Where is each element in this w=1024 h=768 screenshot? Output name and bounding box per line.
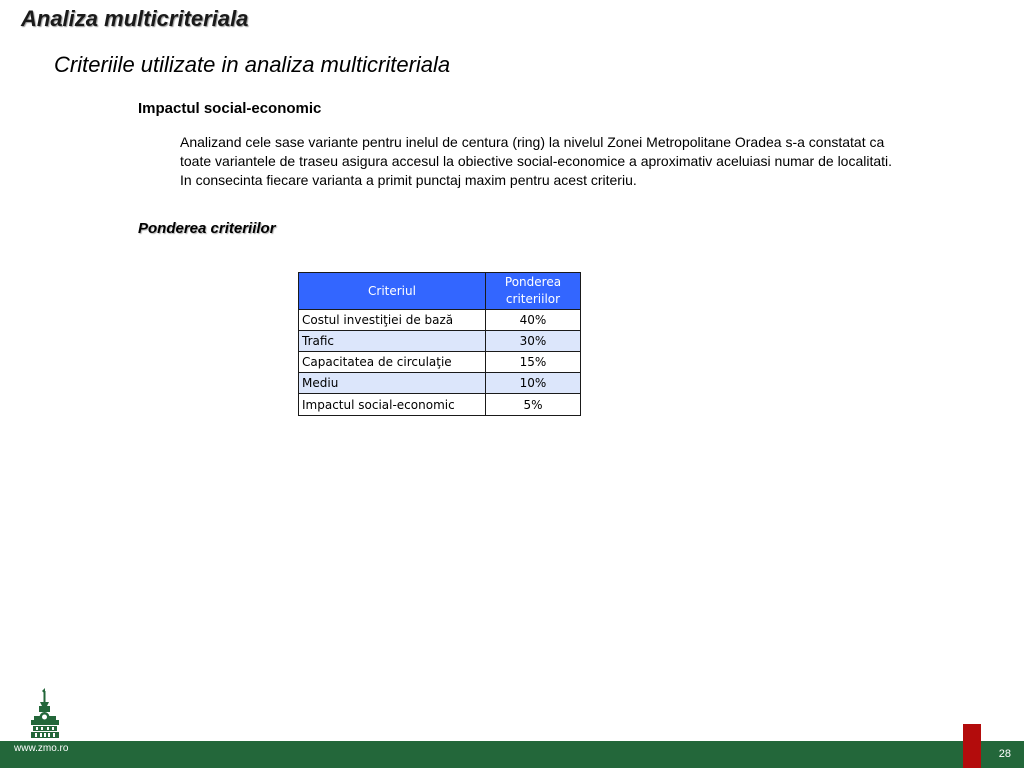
table-row (299, 331, 581, 352)
city-hall-tower-icon (28, 688, 62, 742)
weight-cell: 10% (486, 373, 581, 394)
section-paragraph (180, 133, 980, 190)
footer-bar (0, 741, 1024, 768)
page-number: 28 (998, 748, 1011, 760)
paragraph-line: Analizand cele sase variante pentru inelul de centura (ring) la nivelul Zonei Metropolitane Oradea s-a constatat ca (180, 134, 885, 150)
criterion-cell: Impactul social-economic (299, 394, 486, 416)
weight-cell: 40% (486, 310, 581, 331)
criteria-weights-table (298, 272, 581, 416)
table-row (299, 352, 581, 373)
table-row (299, 310, 581, 331)
paragraph-line: In consecinta fiecare varianta a primit punctaj maxim pentru acest criteriu. (180, 172, 637, 188)
table-row (299, 394, 581, 416)
section-heading: Impactul social-economic (138, 100, 322, 117)
table-row (299, 373, 581, 394)
table-header-row (299, 273, 581, 310)
weight-cell: 30% (486, 331, 581, 352)
weight-cell: 15% (486, 352, 581, 373)
weight-cell: 5% (486, 394, 581, 416)
criterion-cell: Mediu (299, 373, 486, 394)
header-criterion: Criteriul (299, 273, 486, 310)
footer-red-marker (963, 724, 981, 768)
criterion-cell: Costul investiţiei de bază (299, 310, 486, 331)
footer-website-link[interactable]: www.zmo.ro (14, 743, 69, 754)
slide-title: Analiza multicriteriala (21, 6, 249, 31)
paragraph-line: toate variantele de traseu asigura accesul la obiective social-economice a aproximativ aceluiasi numar de localitati. (180, 153, 893, 169)
criterion-cell: Capacitatea de circulaţie (299, 352, 486, 373)
weights-heading: Ponderea criteriilor (138, 220, 276, 237)
slide-subtitle: Criteriile utilizate in analiza multicriteriala (54, 52, 451, 77)
criterion-cell: Trafic (299, 331, 486, 352)
header-weight: Ponderea criteriilor (486, 273, 581, 310)
